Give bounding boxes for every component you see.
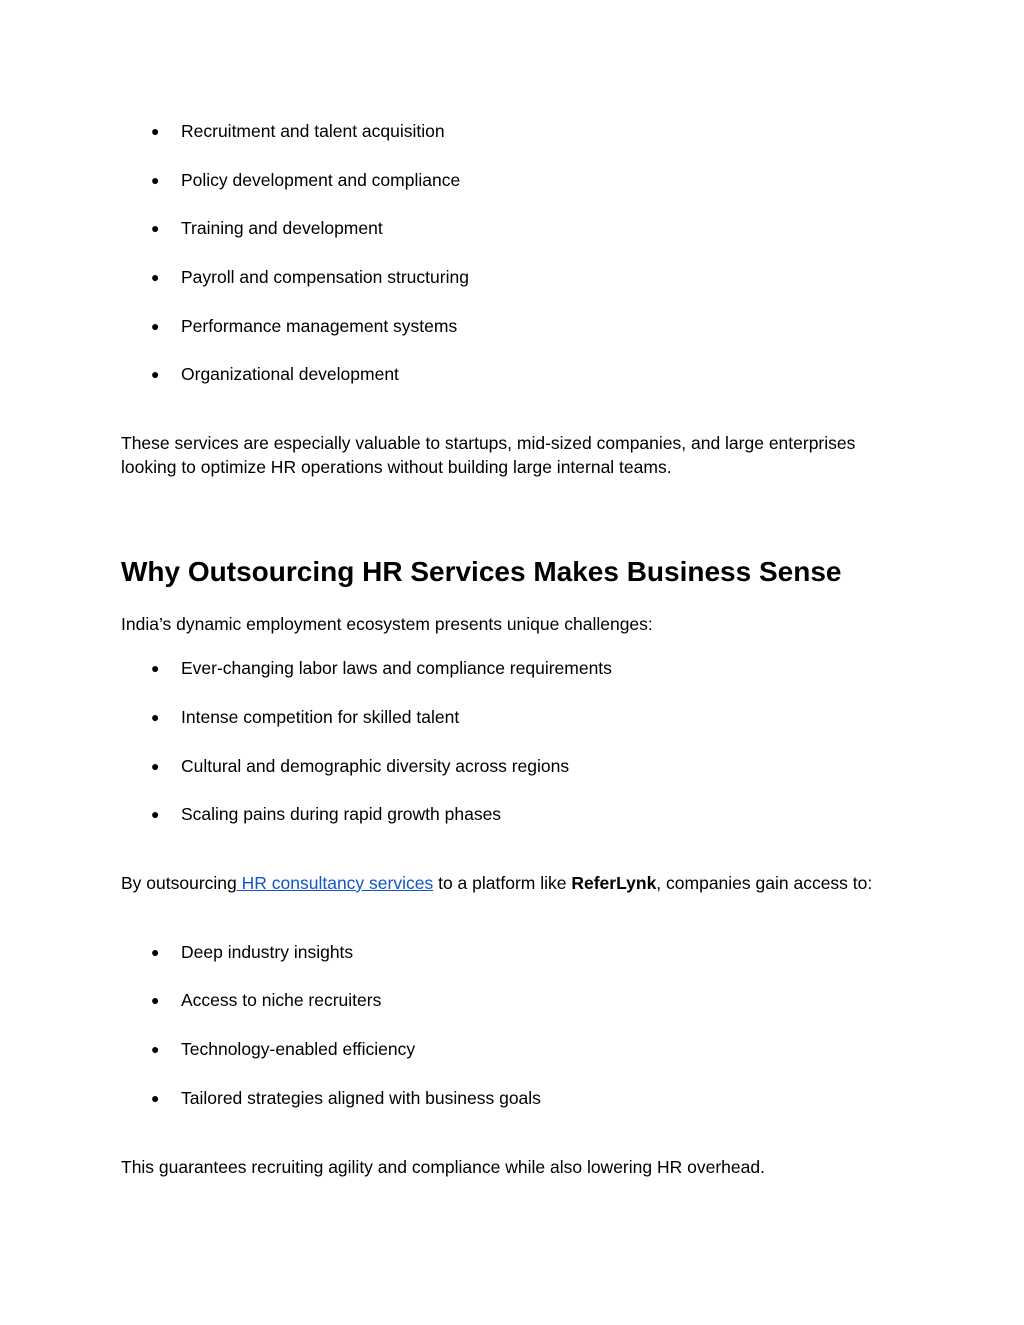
- section-heading: Why Outsourcing HR Services Makes Business Sense: [121, 556, 842, 587]
- outsourcing-prefix: By outsourcing: [121, 873, 237, 893]
- list-item-text: Ever-changing labor laws and compliance requirements: [181, 658, 612, 678]
- bullet-icon: ●: [151, 709, 160, 725]
- bullet-icon: ●: [151, 318, 160, 334]
- bullet-icon: ●: [151, 992, 160, 1008]
- bullet-icon: ●: [151, 172, 160, 188]
- list-item-text: Payroll and compensation structuring: [181, 267, 469, 287]
- services-value-paragraph: These services are especially valuable to startups, mid-sized companies, and large enterprises looking to optimize HR operations without building large internal teams.: [121, 433, 856, 477]
- bullet-icon: ●: [151, 660, 160, 676]
- bullet-icon: ●: [151, 944, 160, 960]
- bullet-icon: ●: [151, 1090, 160, 1106]
- bullet-icon: ●: [151, 220, 160, 236]
- list-item-text: Recruitment and talent acquisition: [181, 121, 445, 141]
- bullet-icon: ●: [151, 1041, 160, 1057]
- bullet-icon: ●: [151, 269, 160, 285]
- outsourcing-middle: to a platform like: [433, 873, 572, 893]
- bullet-icon: ●: [151, 366, 160, 382]
- list-item-text: Scaling pains during rapid growth phases: [181, 804, 502, 824]
- list-item-text: Performance management systems: [181, 316, 458, 336]
- list-item-text: Deep industry insights: [181, 942, 354, 962]
- bullet-icon: ●: [151, 806, 160, 822]
- closing-paragraph: This guarantees recruiting agility and compliance while also lowering HR overhead.: [121, 1157, 765, 1177]
- bullet-icon: ●: [151, 123, 160, 139]
- brand-name: ReferLynk: [571, 873, 657, 893]
- list-item-text: Tailored strategies aligned with business goals: [181, 1088, 541, 1108]
- bullet-icon: ●: [151, 758, 160, 774]
- list-item-text: Cultural and demographic diversity across regions: [181, 756, 570, 776]
- list-item-text: Policy development and compliance: [181, 170, 461, 190]
- hr-consultancy-link[interactable]: HR consultancy services: [236, 873, 434, 893]
- outsourcing-suffix: , companies gain access to:: [656, 873, 873, 893]
- list-item-text: Training and development: [181, 218, 383, 238]
- list-item-text: Intense competition for skilled talent: [181, 707, 460, 727]
- list-item-text: Access to niche recruiters: [181, 990, 382, 1010]
- list-item-text: Organizational development: [181, 364, 399, 384]
- challenges-intro: India’s dynamic employment ecosystem presents unique challenges:: [121, 614, 653, 634]
- outsourcing-paragraph: [121, 871, 896, 895]
- list-item-text: Technology-enabled efficiency: [181, 1039, 416, 1059]
